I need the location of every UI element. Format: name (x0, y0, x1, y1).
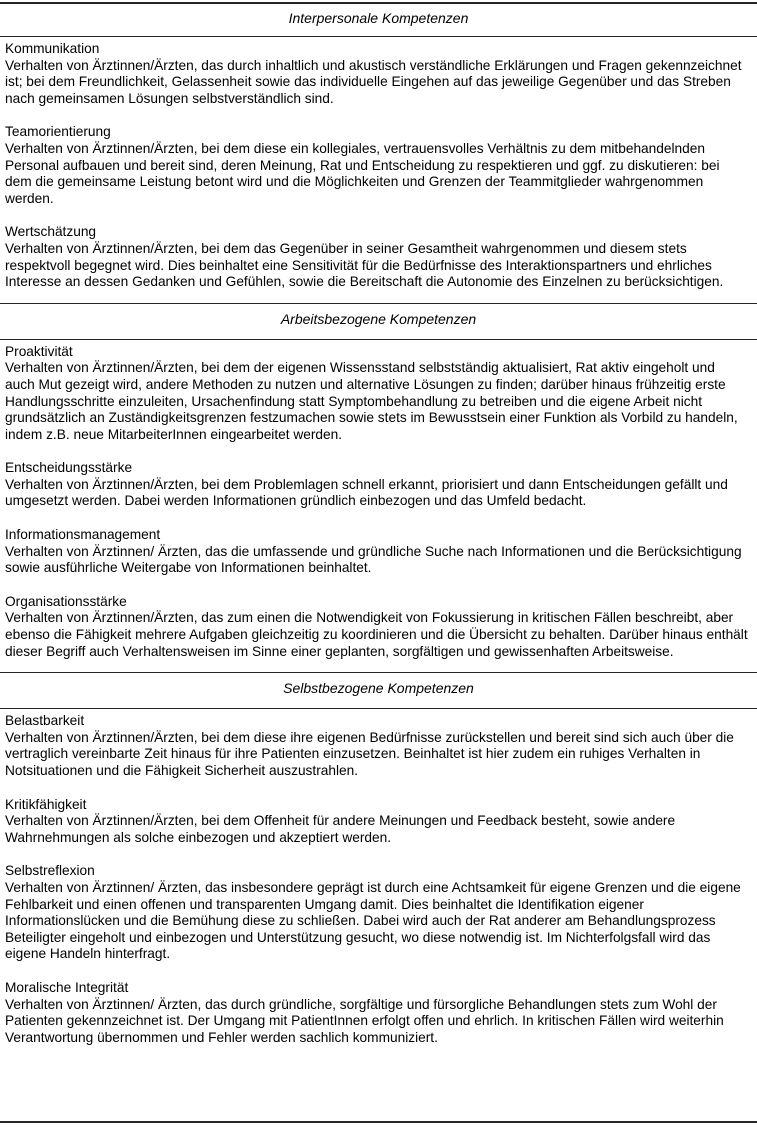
section-arbeitsbezogene-kompetenzen (0, 303, 757, 673)
competency-table (0, 2, 757, 1123)
section-title-row (0, 4, 757, 37)
section-body (0, 340, 757, 673)
competency-heading: Organisationsstärke (5, 593, 127, 609)
competency-heading: Informationsmanagement (5, 527, 161, 543)
competency-description: Verhalten von Ärztinnen/Ärzten, das durch inhaltlich und akustisch verständliche Erklärungen und Fragen gekennzeichnet ist; bei dem Freundlichkeit, Gelassenheit sowie das individuelle Eingehen auf das jeweilige Gegenüber und das Streben nach gemeinsamen Lösungen selbstverständlich sind. (5, 57, 742, 106)
competency-heading: Proaktivität (5, 343, 73, 359)
section-interpersonale-kompetenzen (0, 4, 757, 303)
competency-item-informationsmanagement (5, 527, 748, 577)
competency-description: Verhalten von Ärztinnen/Ärzten, das zum einen die Notwendigkeit von Fokussierung in kritischen Fällen beschreibt, aber ebenso die Fähigkeit mehrere Aufgaben gleichzeitig zu koordinieren und die Übersicht zu behalten. Darüber hinaus enthält dieser Begriff auch Verhaltensweisen im Sinne einer geplanten, sorgfältigen und gewissenhaften Arbeitsweise. (5, 610, 748, 659)
competency-description: Verhalten von Ärztinnen/ Ärzten, das durch gründliche, sorgfältige und fürsorgliche Behandlungen stets zum Wohl der Patienten gekennzeichnet ist. Der Umgang mit PatientInnen erfolgt offen und ehrlich. In kritischen Fällen wird weiterhin Verantwortung übernommen und Fehler werden sachlich kommuniziert. (5, 996, 724, 1045)
competency-item-kritikfaehigkeit (5, 797, 748, 847)
competency-item-organisationsstaerke (5, 594, 748, 660)
competency-description: Verhalten von Ärztinnen/ Ärzten, das insbesondere geprägt ist durch eine Achtsamkeit für eigene Grenzen und die eigene Fehlbarkeit und einen offenen und transparenten Umgang damit. Dies beinhaltet die Identifikation eigener Informationslücken und die Bemühung diese zu schließen. Dabei wird auch der Rat anderer am Behandlungsprozess Beteiligter eingeholt und einbezogen und Unterstützung gesucht, wo diese notwendig ist. Im Nichterfolgsfall wird das eigene Handeln hinterfragt. (5, 879, 741, 962)
competency-description: Verhalten von Ärztinnen/Ärzten, bei dem Problemlagen schnell erkannt, priorisiert und dann Entscheidungen gefällt und umgesetzt werden. Dabei werden Informationen gründlich einbezogen und das Umfeld bedacht. (5, 476, 728, 509)
section-title-row (0, 303, 757, 340)
competency-description: Verhalten von Ärztinnen/Ärzten, bei dem das Gegenüber in seiner Gesamtheit wahrgenommen und diesem stets respektvoll begegnet wird. Dies beinhaltet eine Sensitivität für die Bedürfnisse des Interaktionspartners und ehrliches Interesse an dessen Gedanken und Gefühlen, sowie die Bereitschaft die Autonomie des Einzelnen zu berücksichtigen. (5, 240, 724, 290)
section-title-row (0, 672, 757, 709)
competency-item-belastbarkeit (5, 713, 748, 779)
competency-heading: Kommunikation (5, 41, 100, 56)
section-body (0, 37, 757, 303)
section-body (0, 709, 757, 1058)
section-title: Selbstbezogene Kompetenzen (283, 680, 474, 697)
competency-item-proaktivitaet (5, 344, 748, 444)
competency-description: Verhalten von Ärztinnen/Ärzten, bei dem der eigenen Wissensstand selbstständig aktualisiert, Rat aktiv eingeholt und auch Mut gezeigt wird, andere Methoden zu nutzen und alternative Lösungen zu finden; darüber hinaus frühzeitig erste Handlungsschritte einzuleiten, Ursachenfindung statt Symptombehandlung zu betreiben und die eigene Arbeit nicht grundsätzlich an Zuständigkeitsgrenzen festzumachen sowie stets im Bewusstsein einer Funktion als Vorbild zu handeln, indem z.B. neue MitarbeiterInnen eingearbeitet werden. (5, 360, 738, 442)
competency-item-entscheidungsstaerke (5, 460, 748, 510)
competency-item-wertschaetzung (5, 224, 748, 290)
competency-item-teamorientierung (5, 124, 748, 207)
competency-heading: Wertschätzung (5, 224, 97, 240)
competency-description: Verhalten von Ärztinnen/Ärzten, bei dem diese ihre eigenen Bedürfnisse zurückstellen und bereit sind sich auch über die vertraglich vereinbarte Zeit hinaus für ihre Patienten einzusetzen. Beinhaltet ist hier zudem ein ruhiges Verhalten in Notsituationen und die Fähigkeit Sicherheit auszustrahlen. (5, 729, 734, 778)
competency-heading: Belastbarkeit (5, 713, 85, 729)
section-selbstbezogene-kompetenzen (0, 672, 757, 1058)
competency-item-selbstreflexion (5, 863, 748, 963)
competency-item-moralische-integritaet (5, 980, 748, 1046)
competency-heading: Moralische Integrität (5, 979, 129, 995)
competency-description: Verhalten von Ärztinnen/ Ärzten, das die umfassende und gründliche Suche nach Informationen und die Berücksichtigung sowie ausführliche Weitergabe von Informationen beinhaltet. (5, 543, 742, 576)
competency-heading: Entscheidungsstärke (5, 460, 133, 476)
competency-item-kommunikation (5, 41, 748, 107)
competency-heading: Selbstreflexion (5, 863, 95, 879)
competency-heading: Teamorientierung (5, 124, 111, 140)
competency-description: Verhalten von Ärztinnen/Ärzten, bei dem diese ein kollegiales, vertrauensvolles Verhältnis zu dem mitbehandelnden Personal aufbauen und bereit sind, deren Meinung, Rat und Entscheidung zu respektieren und ggf. zu diskutieren: bei dem die gemeinsame Leistung betont wird und die Möglichkeiten und Grenzen der Teammitglieder wahrgenommen werden. (5, 140, 720, 206)
competency-description: Verhalten von Ärztinnen/Ärzten, bei dem Offenheit für andere Meinungen und Feedback besteht, sowie andere Wahrnehmungen als solche einbezogen und akzeptiert werden. (5, 813, 676, 845)
section-title: Arbeitsbezogene Kompetenzen (280, 310, 477, 327)
competency-heading: Kritikfähigkeit (5, 796, 87, 812)
section-title: Interpersonale Kompetenzen (288, 10, 469, 26)
